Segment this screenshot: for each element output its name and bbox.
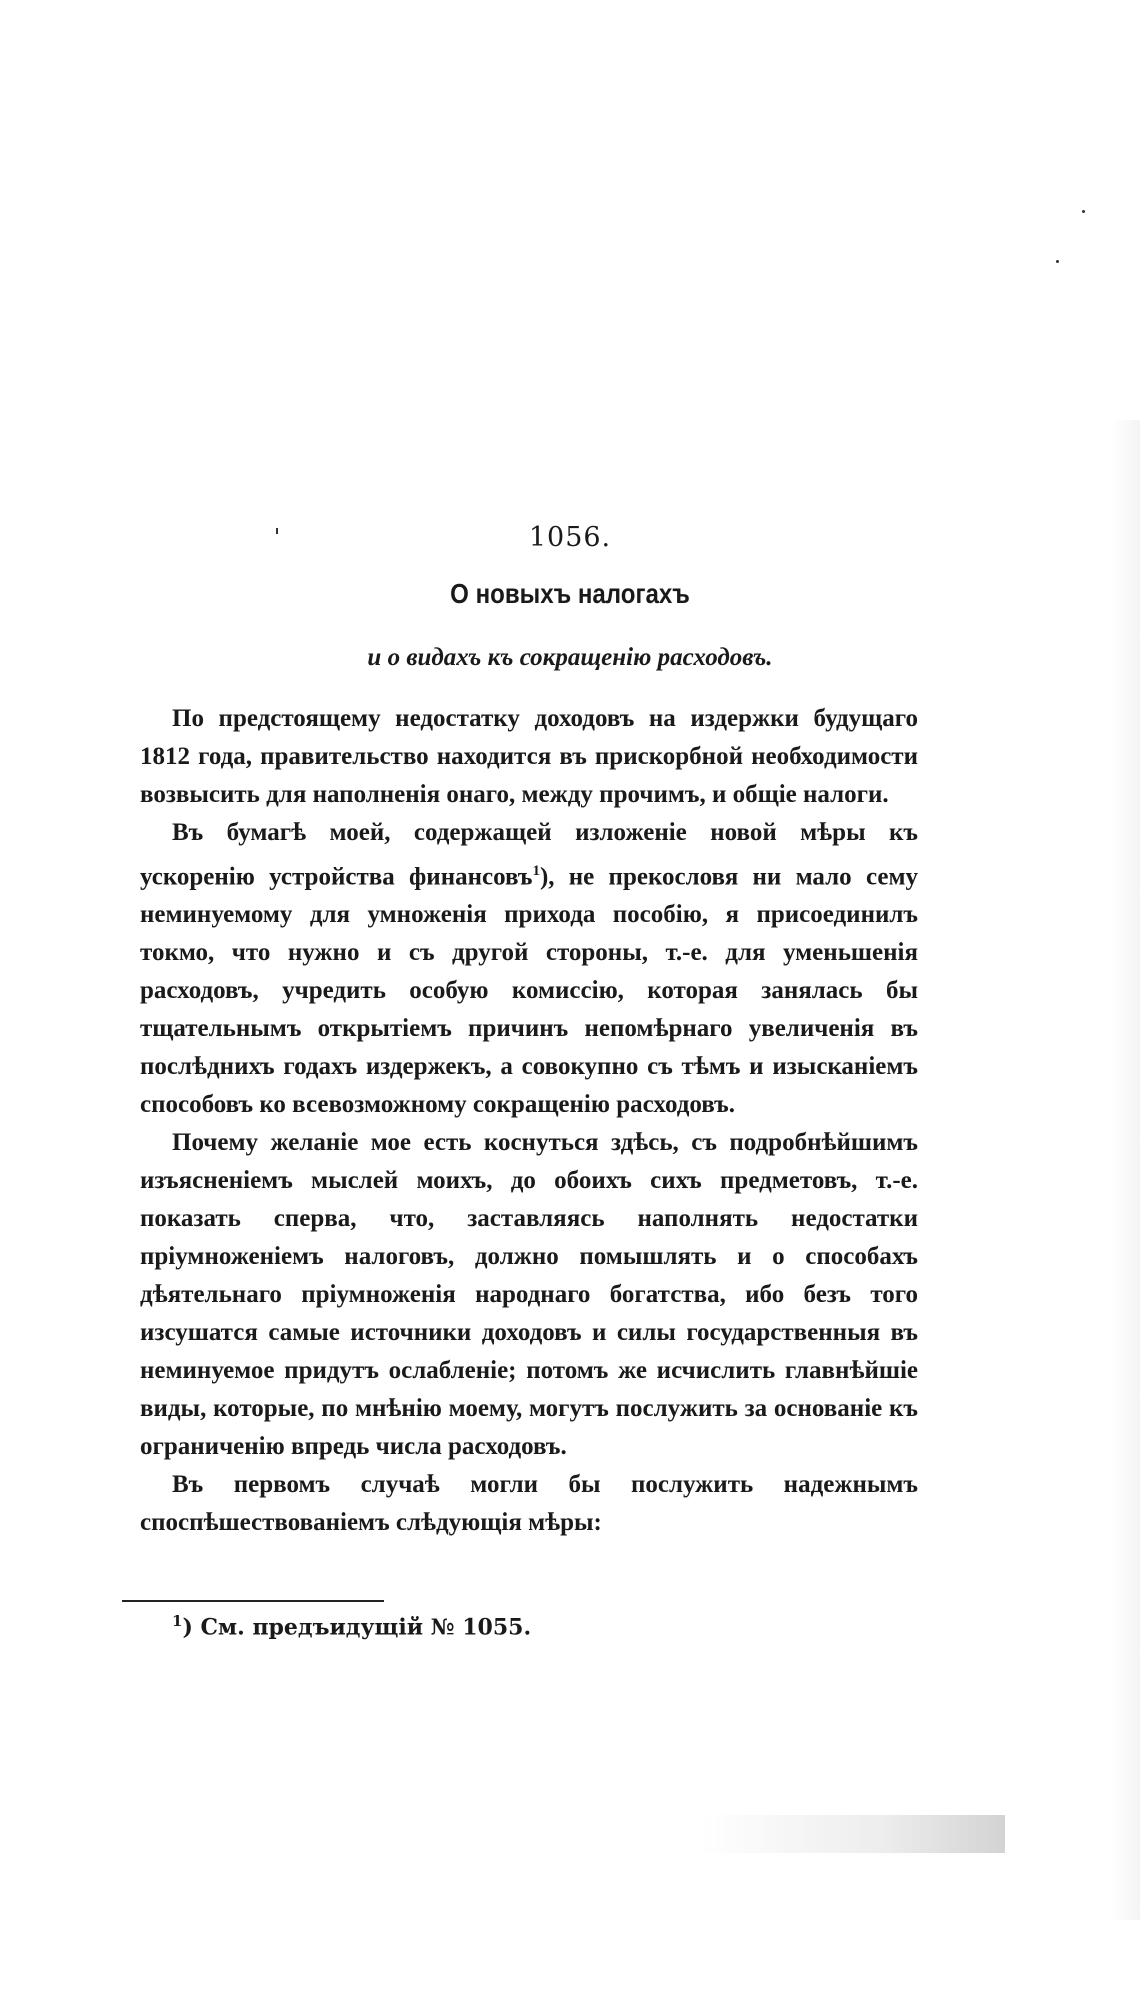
document-title: О новыхъ налогахъ bbox=[450, 578, 690, 609]
scan-shadow bbox=[700, 1815, 1005, 1853]
document-number: 1056. bbox=[528, 522, 612, 553]
paragraph-4 bbox=[140, 1466, 918, 1542]
paragraph-4-text: Въ первомъ случаѣ могли бы послужить надежнымъ споспѣшествованіемъ слѣдующія мѣры: bbox=[140, 1471, 918, 1537]
scan-edge-shadow bbox=[1110, 420, 1140, 1920]
paragraph-1 bbox=[140, 700, 918, 814]
paragraph-2 bbox=[140, 814, 918, 1124]
scan-speck bbox=[1056, 260, 1059, 263]
body-text bbox=[140, 700, 918, 1542]
paragraph-3-text: Почему желаніе мое есть коснуться здѣсь, съ подробнѣйшимъ изъясненіемъ мыслей моихъ, до обоихъ сихъ предметовъ, т.-е. показать сперва, что, заставляясь наполнять недостатки пріумноженіемъ налоговъ, должно помышлять и о способахъ дѣятельнаго пріумноженія народнаго богатства, ибо безъ того изсушатся самые источники доходовъ и силы государственныя въ неминуемое придутъ ослабленіе; потомъ же исчислить главнѣйшіе виды, которые, по мнѣнію моему, могутъ послужить за основаніе къ ограниченію впредь числа расходовъ. bbox=[140, 1129, 918, 1461]
footnote-reference: 1 bbox=[532, 863, 540, 879]
footnote-marker: 1 bbox=[172, 1612, 183, 1630]
paragraph-3 bbox=[140, 1124, 918, 1466]
footnote bbox=[172, 1612, 531, 1640]
document-subtitle: и о видахъ къ сокращенію расходовъ. bbox=[367, 644, 773, 671]
paragraph-1-text: По предстоящему недостатку доходовъ на издержки будущаго 1812 года, правительство находится въ прискорбной необходимости возвысить для наполненія онаго, между прочимъ, и общіе налоги. bbox=[140, 705, 918, 808]
footnote-text: ) См. предъидущій № 1055. bbox=[182, 1614, 532, 1641]
scan-speck bbox=[1082, 210, 1085, 213]
paragraph-2-text-before: Въ бумагѣ моей, содержащей изложеніе новой мѣры къ ускоренію устройства финансовъ bbox=[140, 819, 918, 891]
footnote-divider bbox=[122, 1600, 384, 1602]
paragraph-2-text-after: ), не прекословя ни мало сему неминуемому для умноженія прихода пособію, я присоединилъ токмо, что нужно и съ другой стороны, т.-е. для уменьшенія расходовъ, учредить особую комиссію, которая занялась бы тщательнымъ открытіемъ причинъ непомѣрнаго увеличенія въ послѣднихъ годахъ издержекъ, а совокупно съ тѣмъ и изысканіемъ способовъ ко всевозможному сокращенію расходовъ. bbox=[140, 863, 918, 1119]
